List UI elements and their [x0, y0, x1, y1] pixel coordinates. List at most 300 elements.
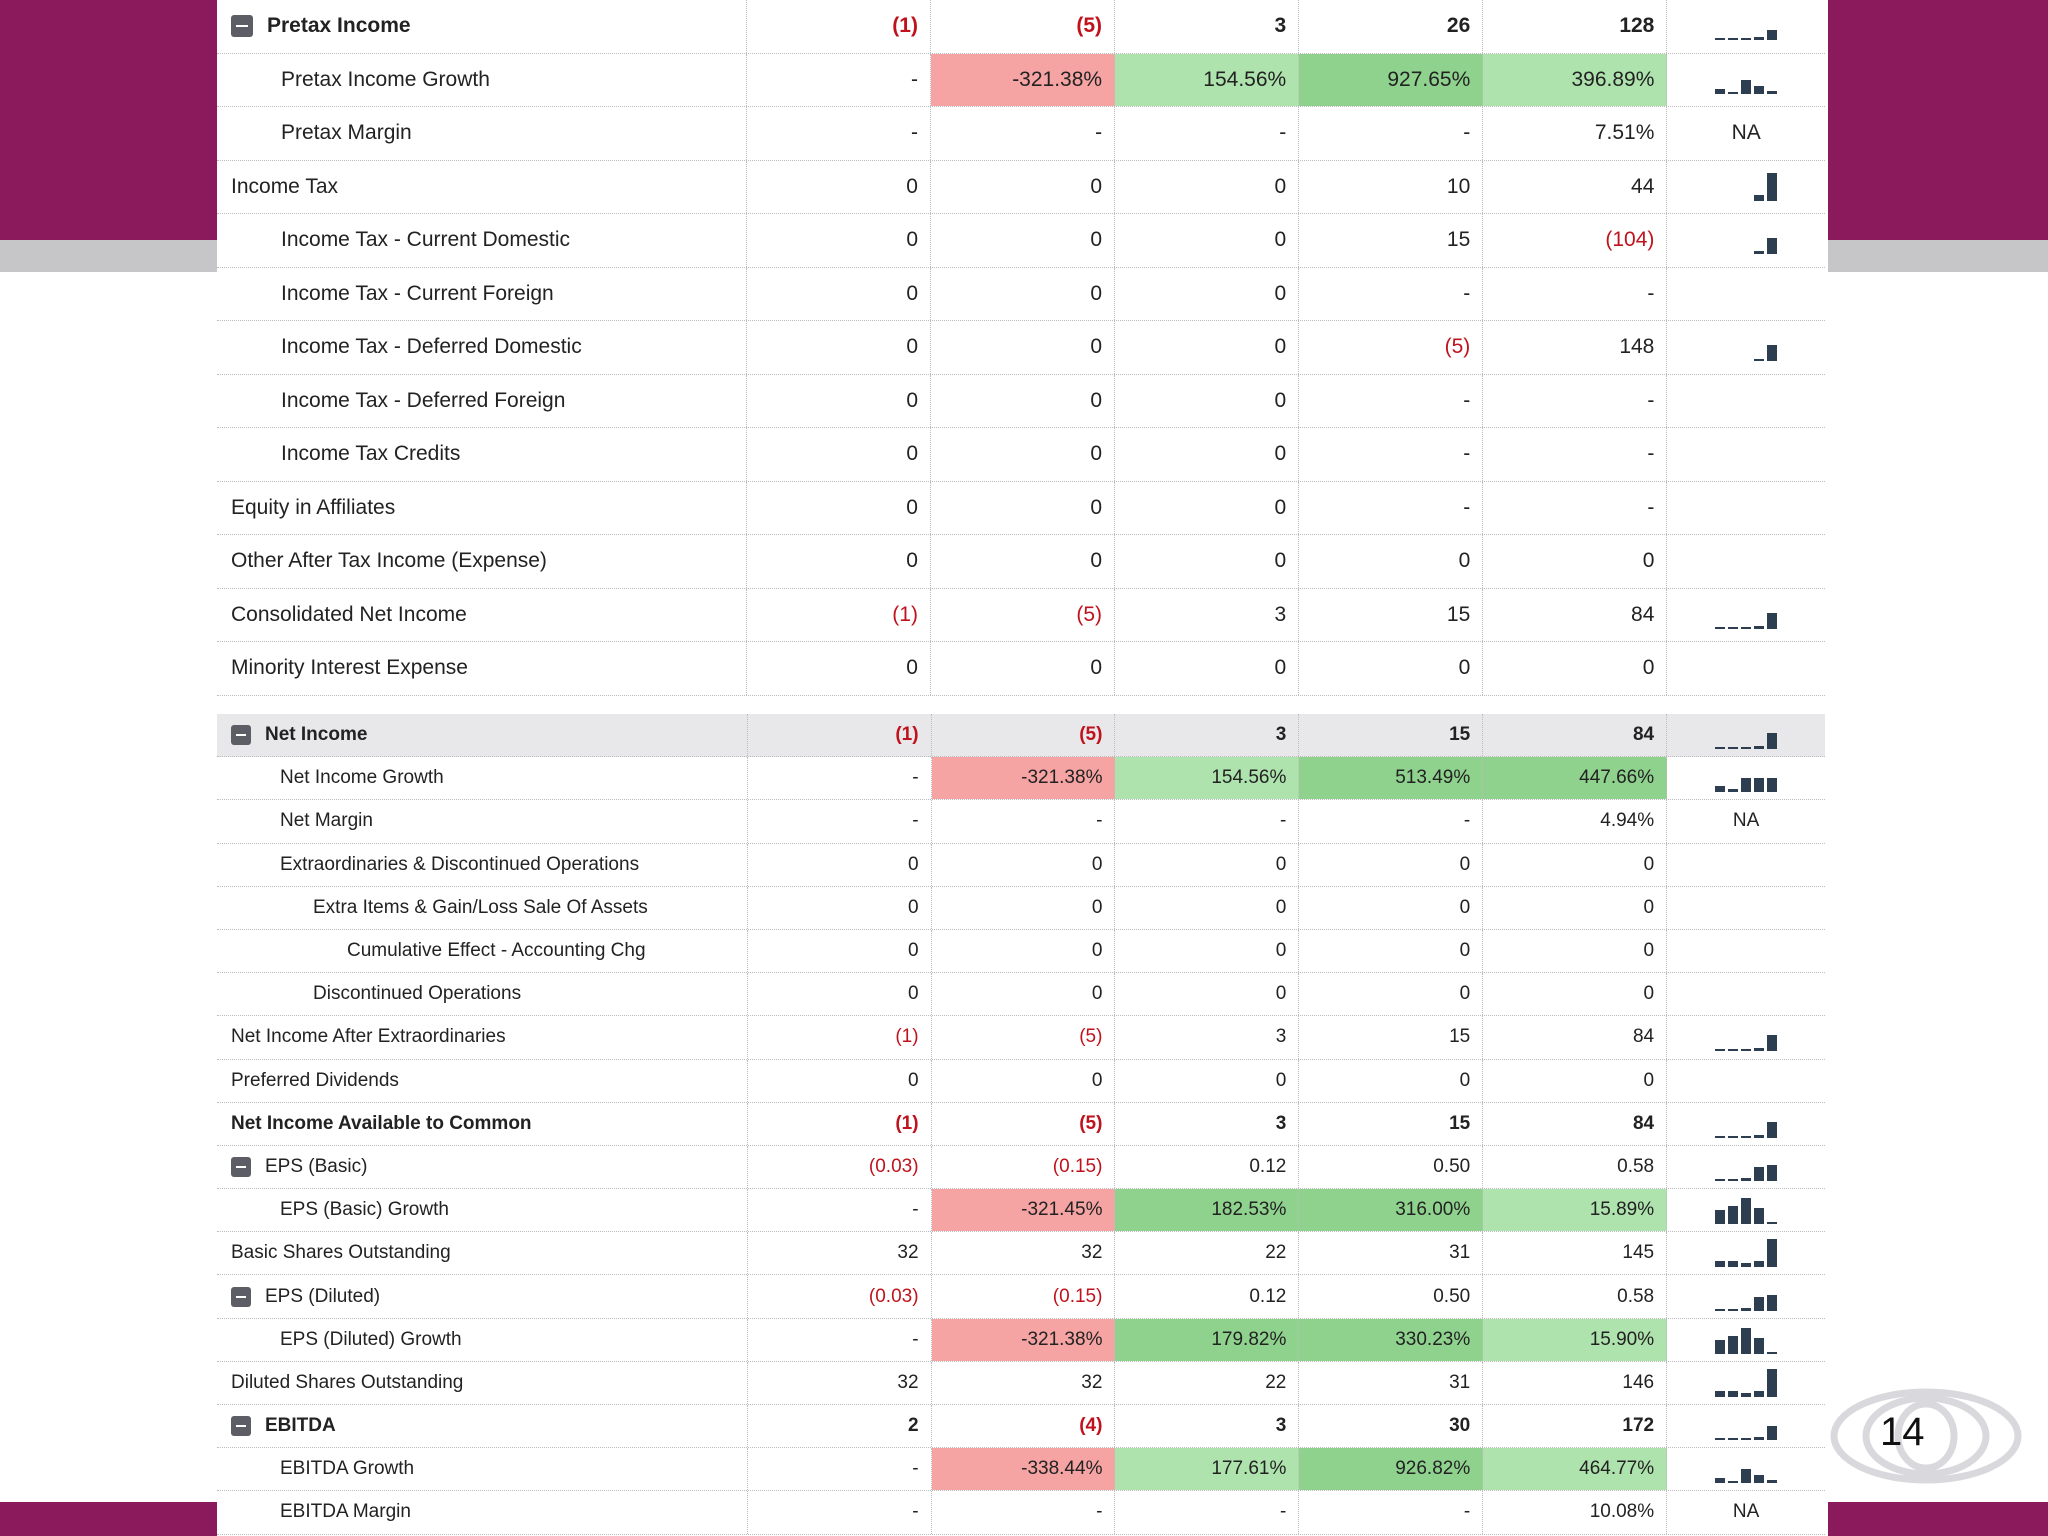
sparkline-bar: [1767, 1122, 1777, 1138]
value-cell: 0: [748, 930, 932, 972]
sparkline-bar: [1767, 1239, 1777, 1267]
financial-table-sheet: [217, 0, 1828, 1536]
sparkline-bar: [1741, 1438, 1751, 1440]
sparkline-bar: [1715, 1438, 1725, 1440]
value-cell: 0: [932, 887, 1116, 929]
sparkline-bar: [1728, 1206, 1738, 1224]
value-cell: 15.90%: [1483, 1319, 1667, 1361]
row-label-cell: [217, 800, 748, 842]
row-label: Net Income After Extraordinaries: [231, 1026, 506, 1048]
sparkline-chart: [1715, 333, 1777, 361]
sparkline-cell: [1667, 1362, 1825, 1404]
sparkline-bar: [1767, 238, 1777, 254]
value-cell: 0.58: [1483, 1146, 1667, 1188]
sparkline-cell: [1667, 482, 1825, 535]
value-cell: (5): [932, 1016, 1116, 1058]
sparkline-bar: [1767, 1222, 1777, 1224]
value-cell: -: [1299, 268, 1483, 321]
sparkline-cell: [1667, 973, 1825, 1015]
value-cell: 128: [1483, 0, 1667, 53]
value-cell: 146: [1483, 1362, 1667, 1404]
sparkline-cell: [1667, 161, 1825, 214]
row-label-cell: [217, 1491, 748, 1533]
sparkline-bar: [1728, 1438, 1738, 1440]
value-cell: (1): [747, 589, 931, 642]
row-label: Income Tax - Deferred Domestic: [281, 335, 582, 359]
row-label-cell: [217, 589, 747, 642]
value-cell: -: [748, 1189, 932, 1231]
value-cell: 22: [1115, 1232, 1299, 1274]
row-label-cell: [217, 1405, 748, 1447]
row-label-cell: [217, 1319, 748, 1361]
value-cell: 0: [1299, 887, 1483, 929]
sparkline-bar: [1754, 1167, 1764, 1181]
sparkline-cell: [1667, 714, 1825, 756]
slide-number: 14: [1880, 1410, 1925, 1454]
row-label: EPS (Basic) Growth: [280, 1199, 449, 1221]
value-cell: -: [1299, 482, 1483, 535]
table-row-income-tax-deferred-domestic: [217, 321, 1825, 375]
value-cell: (0.03): [748, 1146, 932, 1188]
sparkline-bar: [1715, 786, 1725, 792]
sparkline-chart: [1715, 1023, 1777, 1051]
row-label: Income Tax - Current Foreign: [281, 281, 554, 305]
table-row-income-tax-current-foreign: [217, 268, 1825, 322]
sparkline-bar: [1741, 627, 1751, 629]
sparkline-bar: [1767, 1035, 1777, 1051]
sparkline-bar: [1741, 1178, 1751, 1181]
sparkline-cell: [1667, 1189, 1825, 1231]
table-row-ebitda-growth: [217, 1448, 1825, 1491]
sparkline-bar: [1715, 1179, 1725, 1181]
table-row-net-income: [217, 714, 1825, 757]
value-cell: 182.53%: [1115, 1189, 1299, 1231]
sparkline-cell: [1667, 1103, 1825, 1145]
value-cell: 15.89%: [1483, 1189, 1667, 1231]
value-cell: -: [1483, 428, 1667, 481]
watermark-logo-icon: [1826, 1386, 2026, 1486]
row-label: EBITDA Growth: [280, 1458, 415, 1480]
sparkline-bar: [1754, 1391, 1764, 1397]
sparkline-bar: [1741, 1393, 1751, 1397]
row-label: Income Tax - Current Domestic: [281, 228, 571, 252]
value-cell: 0: [748, 973, 932, 1015]
row-label-cell: [217, 642, 747, 695]
sparkline-bar: [1767, 91, 1777, 94]
row-label-cell: [217, 0, 747, 53]
sparkline-bar: [1728, 1336, 1738, 1354]
value-cell: 0: [1115, 428, 1299, 481]
sparkline-bar: [1741, 1049, 1751, 1051]
value-cell: 0: [1483, 887, 1667, 929]
value-cell: 10: [1299, 161, 1483, 214]
value-cell: 0: [747, 214, 931, 267]
value-cell: -: [748, 800, 932, 842]
row-label-cell: [217, 1232, 748, 1274]
row-label: Income Tax - Deferred Foreign: [281, 388, 566, 412]
sparkline-cell: [1667, 642, 1825, 695]
sparkline-chart: [1715, 1196, 1777, 1224]
sparkline-chart: [1715, 1283, 1777, 1311]
row-label: EPS (Basic): [265, 1155, 368, 1177]
value-cell: 84: [1483, 1103, 1667, 1145]
value-cell: 0: [747, 428, 931, 481]
value-cell: 0: [1483, 642, 1667, 695]
row-label: Net Margin: [280, 810, 373, 832]
table-row-ebitda-margin: [217, 1491, 1825, 1534]
sparkline-cell: [1667, 757, 1825, 799]
value-cell: (5): [932, 1103, 1116, 1145]
value-cell: 0: [931, 161, 1115, 214]
value-cell: -: [747, 107, 931, 160]
sparkline-bar: [1728, 1261, 1738, 1267]
value-cell: 15: [1299, 1103, 1483, 1145]
value-cell: 3: [1115, 1103, 1299, 1145]
table-row-eps-basic-growth: [217, 1189, 1825, 1232]
value-cell: 177.61%: [1115, 1448, 1299, 1490]
value-cell: (5): [932, 714, 1116, 756]
value-cell: 0: [748, 1060, 932, 1102]
sparkline-bar: [1715, 1391, 1725, 1397]
row-label-cell: [217, 428, 747, 481]
value-cell: 154.56%: [1115, 54, 1299, 107]
row-label: Income Tax: [231, 174, 338, 198]
value-cell: -: [1115, 107, 1299, 160]
value-cell: 0: [1483, 844, 1667, 886]
sparkline-cell: [1667, 1405, 1825, 1447]
value-cell: 7.51%: [1483, 107, 1667, 160]
value-cell: 330.23%: [1299, 1319, 1483, 1361]
sparkline-bar: [1767, 778, 1777, 792]
sparkline-bar: [1754, 86, 1764, 94]
value-cell: 0: [1115, 1060, 1299, 1102]
sparkline-chart: [1715, 1412, 1777, 1440]
sparkline-bar: [1728, 38, 1738, 40]
row-label: Pretax Margin: [281, 121, 412, 145]
value-cell: 0: [1483, 973, 1667, 1015]
sparkline-bar: [1741, 1308, 1751, 1311]
value-cell: -321.38%: [932, 757, 1116, 799]
value-cell: 396.89%: [1483, 54, 1667, 107]
value-cell: 0: [931, 535, 1115, 588]
sparkline-bar: [1715, 1261, 1725, 1267]
value-cell: 0: [932, 930, 1116, 972]
value-cell: 154.56%: [1115, 757, 1299, 799]
sparkline-cell: [1667, 1016, 1825, 1058]
value-cell: (0.03): [748, 1275, 932, 1317]
value-cell: 15: [1299, 214, 1483, 267]
sparkline-bar: [1754, 195, 1764, 201]
value-cell: 0: [748, 887, 932, 929]
row-label-cell: [217, 1146, 748, 1188]
value-cell: 3: [1115, 714, 1299, 756]
value-cell: 0: [1299, 1060, 1483, 1102]
value-cell: (104): [1483, 214, 1667, 267]
value-cell: 0: [931, 268, 1115, 321]
value-cell: (0.15): [932, 1146, 1116, 1188]
sparkline-bar: [1728, 1481, 1738, 1483]
row-label-cell: [217, 214, 747, 267]
income-statement-lower-table: [217, 714, 1825, 1535]
sparkline-bar: [1754, 626, 1764, 629]
value-cell: 26: [1299, 0, 1483, 53]
value-cell: 926.82%: [1299, 1448, 1483, 1490]
sparkline-bar: [1741, 747, 1751, 749]
value-cell: 0: [931, 214, 1115, 267]
sparkline-bar: [1754, 359, 1764, 361]
sparkline-cell: [1667, 375, 1825, 428]
value-cell: 0: [1483, 1060, 1667, 1102]
value-cell: 0: [1299, 642, 1483, 695]
row-label-cell: [217, 107, 747, 160]
row-label: Other After Tax Income (Expense): [231, 549, 547, 573]
value-cell: 0.12: [1115, 1146, 1299, 1188]
value-cell: 31: [1299, 1232, 1483, 1274]
value-cell: 0: [931, 321, 1115, 374]
sparkline-bar: [1741, 1263, 1751, 1267]
collapse-toggle-icon[interactable]: [231, 1287, 251, 1307]
sparkline-bar: [1754, 778, 1764, 792]
table-row-basic-shares-outstanding: [217, 1232, 1825, 1275]
sparkline-chart: [1715, 66, 1777, 94]
sparkline-cell: [1667, 0, 1825, 53]
value-cell: 31: [1299, 1362, 1483, 1404]
value-cell: 15: [1299, 714, 1483, 756]
table-row-eps-diluted-growth: [217, 1319, 1825, 1362]
sparkline-chart: [1715, 1455, 1777, 1483]
row-label: Pretax Income: [267, 14, 411, 38]
value-cell: 30: [1299, 1405, 1483, 1447]
value-cell: 0: [747, 161, 931, 214]
value-cell: 84: [1483, 1016, 1667, 1058]
table-row-pretax-margin: [217, 107, 1825, 161]
sparkline-bar: [1754, 746, 1764, 749]
sparkline-bar: [1767, 345, 1777, 361]
row-label-cell: [217, 1448, 748, 1490]
value-cell: 0: [932, 973, 1116, 1015]
sparkline-bar: [1728, 1309, 1738, 1311]
sparkline-bar: [1728, 1049, 1738, 1051]
value-cell: 0: [1115, 321, 1299, 374]
value-cell: 0: [747, 321, 931, 374]
value-cell: 145: [1483, 1232, 1667, 1274]
sparkline-cell: [1667, 800, 1825, 842]
value-cell: -: [1299, 800, 1483, 842]
table-row-net-income-after-extraordinaries: [217, 1016, 1825, 1059]
value-cell: 0: [931, 642, 1115, 695]
collapse-toggle-icon[interactable]: [231, 725, 251, 745]
sparkline-cell: [1667, 1275, 1825, 1317]
value-cell: -: [748, 1319, 932, 1361]
sparkline-bar: [1754, 1135, 1764, 1138]
value-cell: 0: [931, 482, 1115, 535]
sparkline-cell: [1667, 844, 1825, 886]
row-label: Diluted Shares Outstanding: [231, 1371, 464, 1393]
value-cell: -: [932, 800, 1116, 842]
value-cell: 0: [748, 844, 932, 886]
sparkline-cell: [1667, 54, 1825, 107]
sparkline-chart: [1715, 601, 1777, 629]
value-cell: 0.50: [1299, 1275, 1483, 1317]
sparkline-chart: [1715, 721, 1777, 749]
value-cell: 0: [747, 535, 931, 588]
value-cell: (5): [1299, 321, 1483, 374]
collapse-toggle-icon[interactable]: [231, 1416, 251, 1436]
value-cell: 3: [1115, 1405, 1299, 1447]
value-cell: 0.50: [1299, 1146, 1483, 1188]
value-cell: 0: [1115, 642, 1299, 695]
value-cell: 0: [1299, 973, 1483, 1015]
sparkline-chart: [1715, 764, 1777, 792]
value-cell: 0: [1115, 268, 1299, 321]
value-cell: -: [1483, 375, 1667, 428]
value-cell: (0.15): [932, 1275, 1116, 1317]
sparkline-bar: [1767, 1352, 1777, 1354]
value-cell: 0: [1115, 535, 1299, 588]
value-cell: 3: [1115, 589, 1299, 642]
sparkline-bar: [1741, 38, 1751, 40]
sparkline-bar: [1767, 733, 1777, 749]
row-label-cell: [217, 930, 748, 972]
value-cell: 0: [747, 268, 931, 321]
value-cell: 32: [932, 1232, 1116, 1274]
sparkline-bar: [1767, 613, 1777, 629]
row-label: Extra Items & Gain/Loss Sale Of Assets: [313, 896, 648, 918]
sparkline-chart: [1715, 1369, 1777, 1397]
value-cell: -: [748, 1448, 932, 1490]
value-cell: (5): [931, 0, 1115, 53]
sparkline-bar: [1715, 627, 1725, 629]
sparkline-bar: [1741, 1328, 1751, 1354]
row-label: Extraordinaries & Discontinued Operations: [280, 853, 640, 875]
value-cell: -: [747, 54, 931, 107]
sparkline-bar: [1715, 38, 1725, 40]
sparkline-chart: [1715, 226, 1777, 254]
value-cell: 0: [931, 428, 1115, 481]
income-statement-upper-table: [217, 0, 1825, 696]
table-row-discontinued-operations: [217, 973, 1825, 1016]
sparkline-cell: [1667, 1319, 1825, 1361]
value-cell: 15: [1299, 589, 1483, 642]
sparkline-chart: [1715, 173, 1777, 201]
sparkline-bar: [1728, 627, 1738, 629]
sparkline-bar: [1754, 1437, 1764, 1440]
sparkline-cell: [1667, 268, 1825, 321]
value-cell: 179.82%: [1115, 1319, 1299, 1361]
value-cell: -: [748, 757, 932, 799]
sparkline-cell: [1667, 1491, 1825, 1533]
value-cell: 172: [1483, 1405, 1667, 1447]
sparkline-bar: [1741, 80, 1751, 94]
sparkline-chart: [1715, 1153, 1777, 1181]
value-cell: -321.38%: [931, 54, 1115, 107]
value-cell: 0: [747, 482, 931, 535]
value-cell: 0: [1115, 161, 1299, 214]
value-cell: -: [748, 1491, 932, 1533]
sparkline-cell: [1667, 214, 1825, 267]
table-row-income-tax-current-domestic: [217, 214, 1825, 268]
sparkline-chart: [1715, 1326, 1777, 1354]
row-label: Cumulative Effect - Accounting Chg: [347, 940, 646, 962]
sparkline-cell: [1667, 1146, 1825, 1188]
collapse-toggle-icon[interactable]: [231, 15, 253, 37]
row-label-cell: [217, 321, 747, 374]
row-label-cell: [217, 54, 747, 107]
value-cell: (1): [747, 0, 931, 53]
sparkline-bar: [1754, 1261, 1764, 1267]
table-row-consolidated-net-income: [217, 589, 1825, 643]
value-cell: 0: [1299, 930, 1483, 972]
value-cell: 0: [1115, 375, 1299, 428]
row-label: Income Tax Credits: [281, 442, 461, 466]
value-cell: 0.12: [1115, 1275, 1299, 1317]
row-label-cell: [217, 887, 748, 929]
sparkline-bar: [1767, 173, 1777, 201]
value-cell: -: [1483, 482, 1667, 535]
table-row-net-income-available-to-common: [217, 1103, 1825, 1146]
sparkline-bar: [1767, 1369, 1777, 1397]
sparkline-bar: [1767, 1480, 1777, 1483]
sparkline-cell: [1667, 1448, 1825, 1490]
row-label-cell: [217, 714, 748, 756]
value-cell: 2: [748, 1405, 932, 1447]
table-row-other-after-tax-income-expense: [217, 535, 1825, 589]
sparkline-cell: [1667, 1060, 1825, 1102]
row-label-cell: [217, 1060, 748, 1102]
sparkline-bar: [1767, 1165, 1777, 1181]
row-label-cell: [217, 482, 747, 535]
sparkline-bar: [1728, 92, 1738, 94]
sparkline-bar: [1767, 1426, 1777, 1440]
sparkline-cell: [1667, 589, 1825, 642]
sparkline-bar: [1715, 1478, 1725, 1483]
row-label: Net Income Growth: [280, 767, 444, 789]
sparkline-bar: [1715, 89, 1725, 94]
value-cell: -: [1483, 268, 1667, 321]
value-cell: 464.77%: [1483, 1448, 1667, 1490]
value-cell: 0: [931, 375, 1115, 428]
row-label: Discontinued Operations: [313, 983, 522, 1005]
sparkline-bar: [1728, 1136, 1738, 1138]
table-row-minority-interest-expense: [217, 642, 1825, 696]
table-row-pretax-income-growth: [217, 54, 1825, 108]
row-label: EPS (Diluted): [265, 1285, 381, 1307]
row-label-cell: [217, 1362, 748, 1404]
value-cell: 32: [932, 1362, 1116, 1404]
row-label: Pretax Income Growth: [281, 67, 490, 91]
value-cell: 0: [1299, 844, 1483, 886]
value-cell: 44: [1483, 161, 1667, 214]
value-cell: 0: [1483, 930, 1667, 972]
table-row-cumulative-effect-accounting-chg: [217, 930, 1825, 973]
value-cell: -: [1299, 375, 1483, 428]
collapse-toggle-icon[interactable]: [231, 1157, 251, 1177]
row-label-cell: [217, 535, 747, 588]
table-row-diluted-shares-outstanding: [217, 1362, 1825, 1405]
sparkline-na-label: NA: [1731, 121, 1761, 145]
sparkline-chart: [1715, 1239, 1777, 1267]
row-label-cell: [217, 1189, 748, 1231]
sparkline-cell: [1667, 321, 1825, 374]
value-cell: 447.66%: [1483, 757, 1667, 799]
value-cell: (1): [748, 1016, 932, 1058]
table-row-eps-basic: [217, 1146, 1825, 1189]
sparkline-bar: [1741, 1469, 1751, 1483]
value-cell: 32: [748, 1232, 932, 1274]
row-label: Net Income: [265, 724, 368, 746]
value-cell: 0: [1299, 535, 1483, 588]
value-cell: -321.38%: [932, 1319, 1116, 1361]
